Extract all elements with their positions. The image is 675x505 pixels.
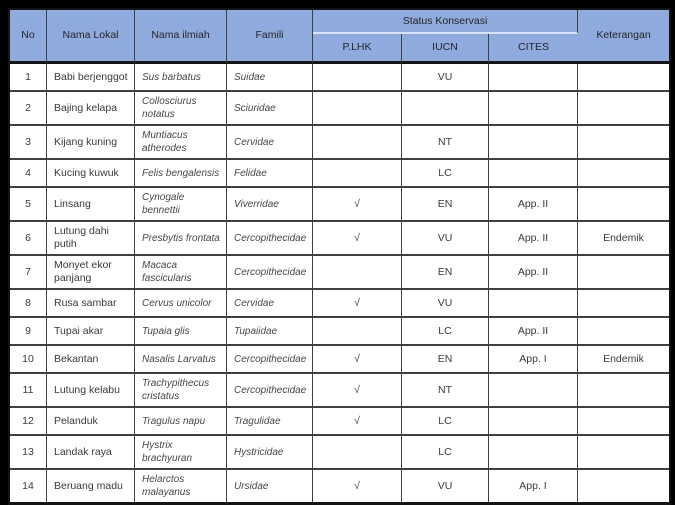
cell-lokal: Monyet ekor panjang [47,256,135,290]
cell-plhk: √ [313,290,402,318]
cell-cites [489,126,578,160]
cell-ilmiah: Trachypithecus cristatus [135,374,227,408]
cell-plhk: √ [313,408,402,436]
cell-famili: Tupaiidae [227,318,313,346]
cell-famili: Cercopithecidae [227,256,313,290]
cell-lokal: Pelanduk [47,408,135,436]
cell-lokal: Bajing kelapa [47,92,135,126]
cell-famili: Ursidae [227,470,313,502]
cell-ilmiah: Macaca fascicularis [135,256,227,290]
cell-lokal: Babi berjenggot [47,64,135,92]
cell-ilmiah: Cervus unicolor [135,290,227,318]
cell-lokal: Linsang [47,188,135,222]
cell-iucn: LC [402,160,489,188]
cell-lokal: Kijang kuning [47,126,135,160]
cell-cites [489,290,578,318]
cell-ket [578,64,669,92]
cell-famili: Hystricidae [227,436,313,470]
cell-no: 7 [10,256,47,290]
table-row [10,374,669,408]
cell-plhk [313,436,402,470]
cell-lokal: Beruang madu [47,470,135,502]
cell-ket [578,92,669,126]
cell-iucn: EN [402,346,489,374]
cell-iucn: EN [402,256,489,290]
cell-ilmiah: Hystrix brachyuran [135,436,227,470]
conservation-status-table [8,8,671,505]
table-body [10,64,669,502]
cell-ket [578,188,669,222]
col-header-cites: CITES [489,34,578,64]
table-row [10,318,669,346]
cell-ket [578,290,669,318]
table-row [10,92,669,126]
cell-ket [578,374,669,408]
cell-famili: Cervidae [227,290,313,318]
cell-iucn [402,92,489,126]
cell-iucn: NT [402,374,489,408]
cell-famili: Cercopithecidae [227,222,313,256]
cell-iucn: LC [402,436,489,470]
cell-lokal: Landak raya [47,436,135,470]
cell-ket [578,126,669,160]
cell-cites [489,436,578,470]
cell-plhk: √ [313,222,402,256]
cell-lokal: Bekantan [47,346,135,374]
cell-cites: App. II [489,318,578,346]
table-row [10,222,669,256]
col-header-status-konservasi: Status Konservasi [313,10,578,34]
cell-no: 1 [10,64,47,92]
cell-no: 9 [10,318,47,346]
table-header [10,10,669,64]
cell-ilmiah: Sus barbatus [135,64,227,92]
cell-cites: App. II [489,256,578,290]
cell-plhk: √ [313,346,402,374]
cell-cites [489,92,578,126]
cell-ilmiah: Tupaia glis [135,318,227,346]
table-row [10,470,669,502]
table-row [10,256,669,290]
cell-ilmiah: Tragulus napu [135,408,227,436]
cell-ilmiah: Helarctos malayanus [135,470,227,502]
cell-ket [578,160,669,188]
col-header-plhk: P.LHK [313,34,402,64]
cell-no: 3 [10,126,47,160]
cell-plhk [313,160,402,188]
cell-famili: Viverridae [227,188,313,222]
cell-ilmiah: Presbytis frontata [135,222,227,256]
cell-lokal: Tupai akar [47,318,135,346]
cell-famili: Sciuridae [227,92,313,126]
conservation-table-wrapper [8,8,667,505]
cell-plhk [313,64,402,92]
cell-plhk [313,126,402,160]
cell-no: 8 [10,290,47,318]
table-row [10,290,669,318]
table-row [10,64,669,92]
cell-famili: Felidae [227,160,313,188]
cell-lokal: Rusa sambar [47,290,135,318]
cell-iucn: VU [402,470,489,502]
cell-plhk [313,92,402,126]
cell-ket: Endemik [578,222,669,256]
cell-iucn: VU [402,290,489,318]
cell-ilmiah: Muntiacus atherodes [135,126,227,160]
cell-lokal: Kucing kuwuk [47,160,135,188]
cell-cites: App. II [489,222,578,256]
table-row [10,160,669,188]
cell-famili: Cervidae [227,126,313,160]
table-row [10,408,669,436]
cell-famili: Cercopithecidae [227,374,313,408]
col-header-famili: Famili [227,10,313,64]
table-row [10,126,669,160]
cell-famili: Suidae [227,64,313,92]
cell-no: 2 [10,92,47,126]
cell-famili: Cercopithecidae [227,346,313,374]
col-header-iucn: IUCN [402,34,489,64]
cell-cites: App. II [489,188,578,222]
col-header-keterangan: Keterangan [578,10,669,64]
col-header-nama-lokal: Nama Lokal [47,10,135,64]
cell-plhk: √ [313,470,402,502]
cell-no: 11 [10,374,47,408]
cell-ket [578,256,669,290]
cell-ket: Endemik [578,346,669,374]
cell-no: 13 [10,436,47,470]
table-row [10,436,669,470]
cell-ket [578,436,669,470]
cell-plhk [313,256,402,290]
cell-no: 4 [10,160,47,188]
cell-iucn: VU [402,64,489,92]
cell-iucn: NT [402,126,489,160]
cell-famili: Tragulidae [227,408,313,436]
cell-no: 12 [10,408,47,436]
cell-ket [578,318,669,346]
cell-cites [489,374,578,408]
cell-ilmiah: Cynogale bennettii [135,188,227,222]
cell-iucn: LC [402,318,489,346]
cell-ket [578,408,669,436]
cell-iucn: LC [402,408,489,436]
cell-no: 14 [10,470,47,502]
cell-lokal: Lutung dahi putih [47,222,135,256]
cell-no: 5 [10,188,47,222]
cell-plhk [313,318,402,346]
cell-cites [489,160,578,188]
cell-cites [489,408,578,436]
cell-ilmiah: Nasalis Larvatus [135,346,227,374]
cell-no: 6 [10,222,47,256]
cell-iucn: EN [402,188,489,222]
cell-cites: App. I [489,346,578,374]
cell-ilmiah: Collosciurus notatus [135,92,227,126]
header-row-group [10,10,669,34]
col-header-no: No [10,10,47,64]
cell-cites: App. I [489,470,578,502]
col-header-nama-ilmiah: Nama ilmiah [135,10,227,64]
cell-iucn: VU [402,222,489,256]
cell-no: 10 [10,346,47,374]
cell-ilmiah: Felis bengalensis [135,160,227,188]
cell-plhk: √ [313,374,402,408]
table-row [10,188,669,222]
cell-lokal: Lutung kelabu [47,374,135,408]
cell-ket [578,470,669,502]
cell-cites [489,64,578,92]
table-row [10,346,669,374]
cell-plhk: √ [313,188,402,222]
